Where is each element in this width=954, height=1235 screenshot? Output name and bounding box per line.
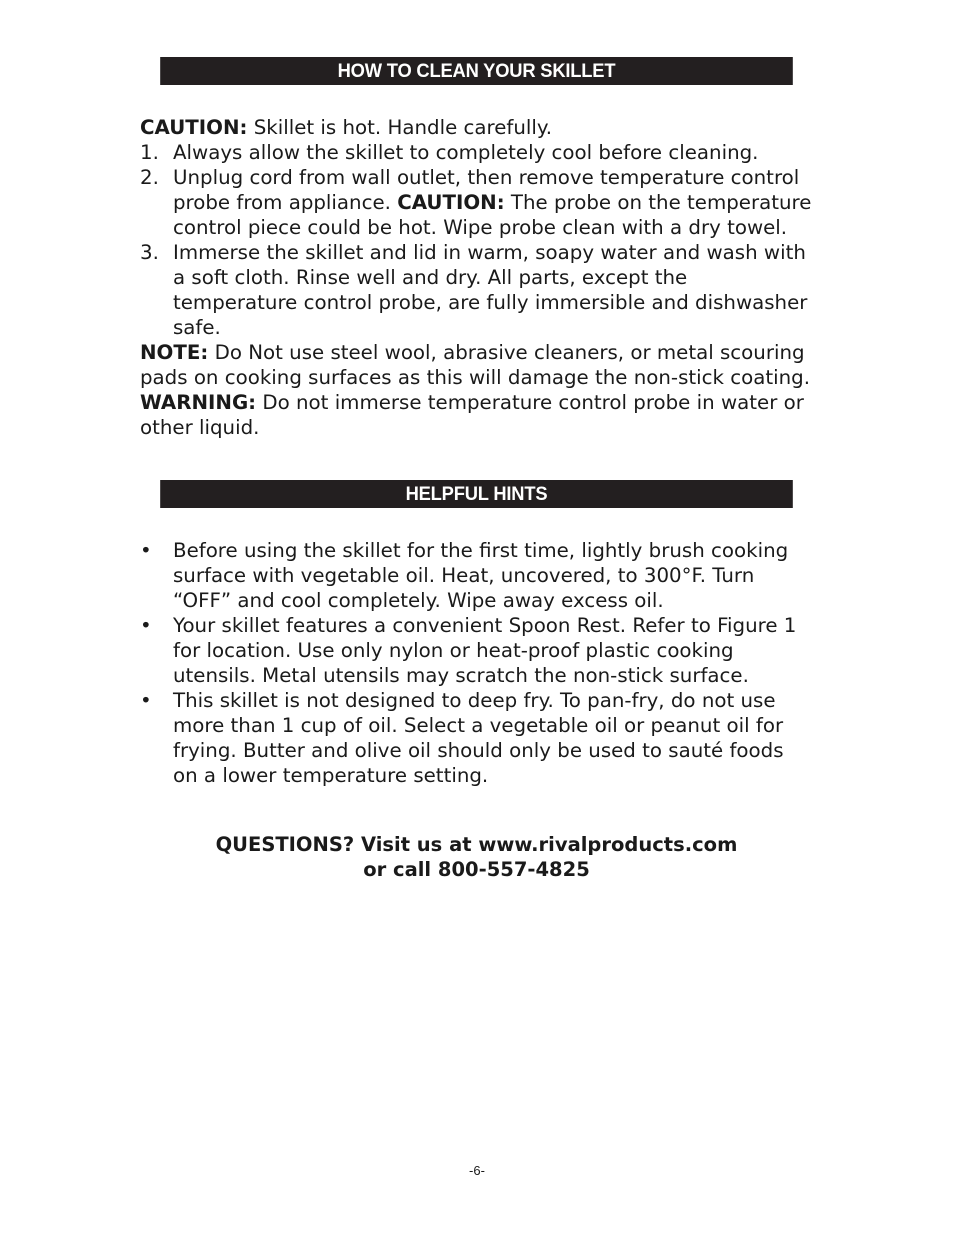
step-text: Unplug cord from wall outlet, then remove temperature control probe from appliance. [173, 166, 800, 214]
clean-step [140, 140, 813, 165]
warning-text: Do not immerse temperature control probe in water or other liquid. [140, 391, 804, 439]
bullet-icon: • [140, 614, 152, 637]
page-number: -6- [469, 1163, 485, 1178]
contact-block [140, 832, 813, 882]
step-text-continued: The probe on the temperature control piece could be hot. Wipe probe clean with a dry towel. [173, 191, 812, 239]
hints-section-heading: HELPFUL HINTS [160, 480, 793, 508]
note-label: NOTE: [140, 341, 209, 364]
warning-label: WARNING: [140, 391, 257, 414]
clean-step [140, 240, 813, 340]
manual-page [140, 57, 813, 882]
step-caution-label: CAUTION: [397, 191, 505, 214]
caution-text: Skillet is hot. Handle carefully. [247, 116, 553, 139]
clean-section-heading: HOW TO CLEAN YOUR SKILLET [160, 57, 793, 85]
contact-website-line: QUESTIONS? Visit us at www.rivalproducts.com [215, 833, 738, 856]
note-paragraph [140, 340, 813, 390]
caution-line [140, 115, 813, 140]
hint-item [140, 538, 813, 613]
contact-phone-line: or call 800-557-4825 [363, 858, 590, 881]
bullet-icon: • [140, 539, 152, 562]
step-number: 2. [140, 166, 159, 189]
bullet-icon: • [140, 689, 152, 712]
hints-list [140, 538, 813, 788]
note-text: Do Not use steel wool, abrasive cleaners, or metal scouring pads on cooking surfaces as this will damage the non-stick coating. [140, 341, 810, 389]
hint-text: This skillet is not designed to deep fry. To pan-fry, do not use more than 1 cup of oil. Select a vegetable oil or peanut oil for frying. Butter and olive oil should only be used to sauté foods on a lower temperature setting. [173, 689, 784, 787]
hint-text: Before using the skillet for the first time, lightly brush cooking surface with vegetable oil. Heat, uncovered, to 300°F. Turn “OFF” and cool completely. Wipe away excess oil. [173, 539, 789, 612]
caution-label: CAUTION: [140, 116, 248, 139]
hint-item [140, 613, 813, 688]
warning-paragraph [140, 390, 813, 440]
hint-text: Your skillet features a convenient Spoon Rest. Refer to Figure 1 for location. Use only nylon or heat-proof plastic cooking utensils. Metal utensils may scratch the non-stick surface. [173, 614, 797, 687]
step-text: Always allow the skillet to completely cool before cleaning. [173, 141, 759, 164]
step-number: 3. [140, 241, 159, 264]
hint-item [140, 688, 813, 788]
clean-section-body [140, 115, 813, 440]
clean-step [140, 165, 813, 240]
step-text: Immerse the skillet and lid in warm, soapy water and wash with a soft cloth. Rinse well and dry. All parts, except the temperature control probe, are fully immersible and dishwasher safe. [173, 241, 808, 339]
step-number: 1. [140, 141, 159, 164]
